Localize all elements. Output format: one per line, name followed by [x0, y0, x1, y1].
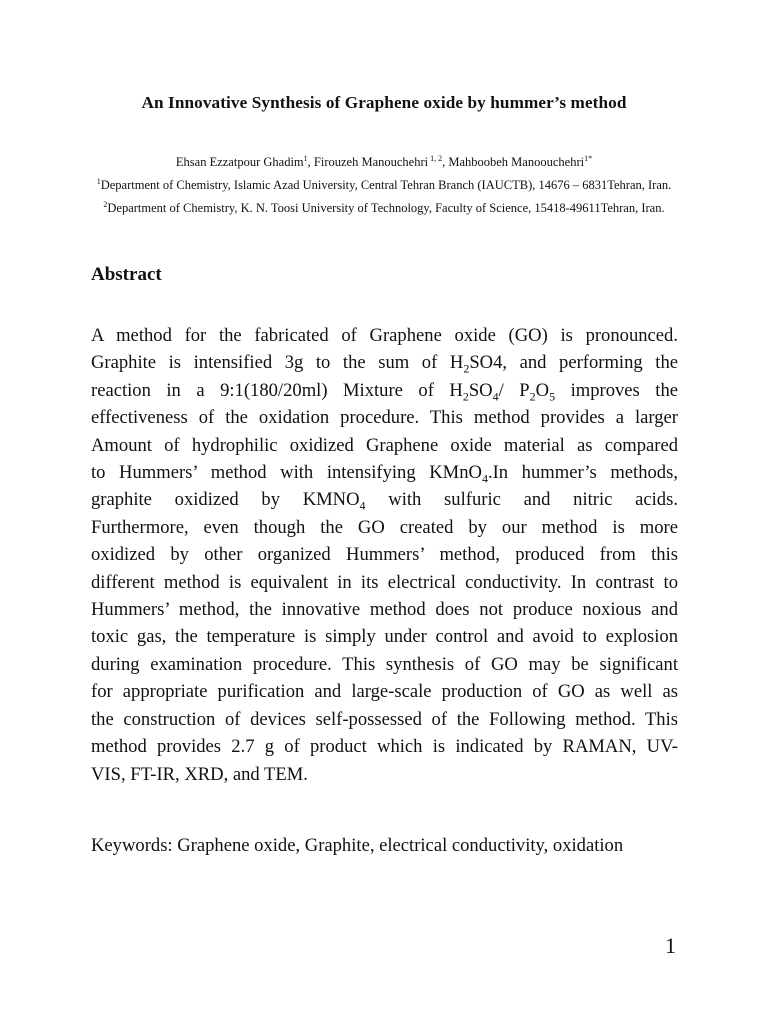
abstract-line	[91, 541, 678, 568]
abstract-line	[91, 459, 678, 486]
author-separator: ,	[442, 155, 449, 169]
subscript: 2	[463, 362, 470, 377]
abstract-line-text: to Hummers’ method with intensifying KMnO	[91, 462, 482, 484]
author-affiliation-mark: 1	[303, 153, 308, 163]
abstract-line-text: SO4, and performing the	[469, 352, 678, 374]
affiliation-mark: 2	[103, 199, 108, 209]
abstract-line-text: Amount of hydrophilic oxidized Graphene oxide material as compared	[91, 434, 678, 456]
abstract-line	[91, 377, 678, 404]
affiliation-text: Department of Chemistry, Islamic Azad University, Central Tehran Branch (IAUCTB), 14676 – 6831Tehran, Iran.	[100, 178, 672, 192]
abstract-line-text: O	[535, 379, 550, 401]
author-separator: ,	[307, 155, 314, 169]
abstract-line-text: the construction of devices self-possessed of the Following method. This	[91, 708, 678, 730]
affiliation-text: Department of Chemistry, K. N. Toosi University of Technology, Faculty of Science, 15418-49611Tehran, Iran.	[107, 201, 665, 215]
abstract-line-text: reaction in a 9:1(180/20ml) Mixture of H	[91, 379, 463, 401]
subscript: 2	[529, 389, 536, 404]
author-affiliation-mark: 1*	[584, 153, 593, 163]
abstract-line-text: oxidized by other organized Hummers’ method, produced from this	[91, 544, 678, 566]
abstract-line-text: for appropriate purification and large-scale production of GO as well as	[91, 681, 678, 703]
abstract-line	[91, 349, 678, 376]
subscript: 2	[462, 389, 469, 404]
author-name: Ehsan Ezzatpour Ghadim	[175, 155, 304, 169]
abstract-line-text: effectiveness of the oxidation procedure. This method provides a larger	[91, 407, 678, 429]
abstract-line-text: Furthermore, even though the GO created by our method is more	[91, 516, 678, 538]
abstract-line-text: VIS, FT-IR, XRD, and TEM.	[91, 763, 308, 785]
affiliation	[0, 178, 768, 193]
abstract-line-text: with sulfuric and nitric acids.	[365, 489, 678, 511]
abstract-line	[91, 404, 678, 431]
author-name: Mahboobeh Manoouchehri	[448, 155, 585, 169]
abstract-text	[91, 322, 678, 788]
page-number: 1	[665, 933, 676, 958]
subscript: 4	[492, 389, 499, 404]
abstract-line-text: / P	[498, 379, 530, 401]
abstract-line-text: toxic gas, the temperature is simply under control and avoid to explosion	[91, 626, 678, 648]
abstract-line	[91, 596, 678, 623]
abstract-line-text: during examination procedure. This synthesis of GO may be significant	[91, 653, 678, 675]
abstract-line-text: SO	[468, 379, 493, 401]
abstract-line	[91, 486, 678, 513]
paper-title: An Innovative Synthesis of Graphene oxide by hummer’s method	[141, 93, 627, 112]
author-name: Firouzeh Manouchehri	[313, 155, 429, 169]
subscript: 5	[549, 389, 556, 404]
abstract-heading: Abstract	[91, 264, 162, 285]
abstract-line	[91, 706, 678, 733]
abstract-line-text: .In hummer’s methods,	[487, 462, 678, 484]
abstract-line	[91, 569, 678, 596]
author-affiliation-mark: 1, 2	[428, 153, 443, 163]
abstract-line-text: Graphite is intensified 3g to the sum of H	[91, 352, 464, 374]
abstract-line	[91, 514, 678, 541]
keywords: Keywords: Graphene oxide, Graphite, electrical conductivity, oxidation	[91, 835, 624, 856]
abstract-line-text: different method is equivalent in its electrical conductivity. In contrast to	[91, 571, 678, 593]
abstract-line-text: graphite oxidized by KMNO	[91, 489, 360, 511]
abstract-line-text: A method for the fabricated of Graphene oxide (GO) is pronounced.	[91, 325, 678, 346]
author-list	[0, 155, 768, 170]
abstract-line	[91, 651, 678, 678]
abstract-line-text: Hummers’ method, the innovative method does not produce noxious and	[91, 599, 678, 621]
abstract-line-text: method provides 2.7 g of product which is indicated by RAMAN, UV-	[91, 736, 678, 758]
abstract-line	[91, 432, 678, 459]
abstract-line	[91, 678, 678, 705]
subscript: 4	[359, 499, 366, 514]
subscript: 4	[481, 471, 488, 486]
abstract-line	[91, 761, 678, 788]
abstract-line	[91, 322, 678, 349]
affiliation-mark: 1	[96, 176, 101, 186]
affiliation	[0, 201, 768, 216]
abstract-line	[91, 623, 678, 650]
abstract-line	[91, 733, 678, 760]
abstract-line-text: improves the	[555, 379, 678, 401]
